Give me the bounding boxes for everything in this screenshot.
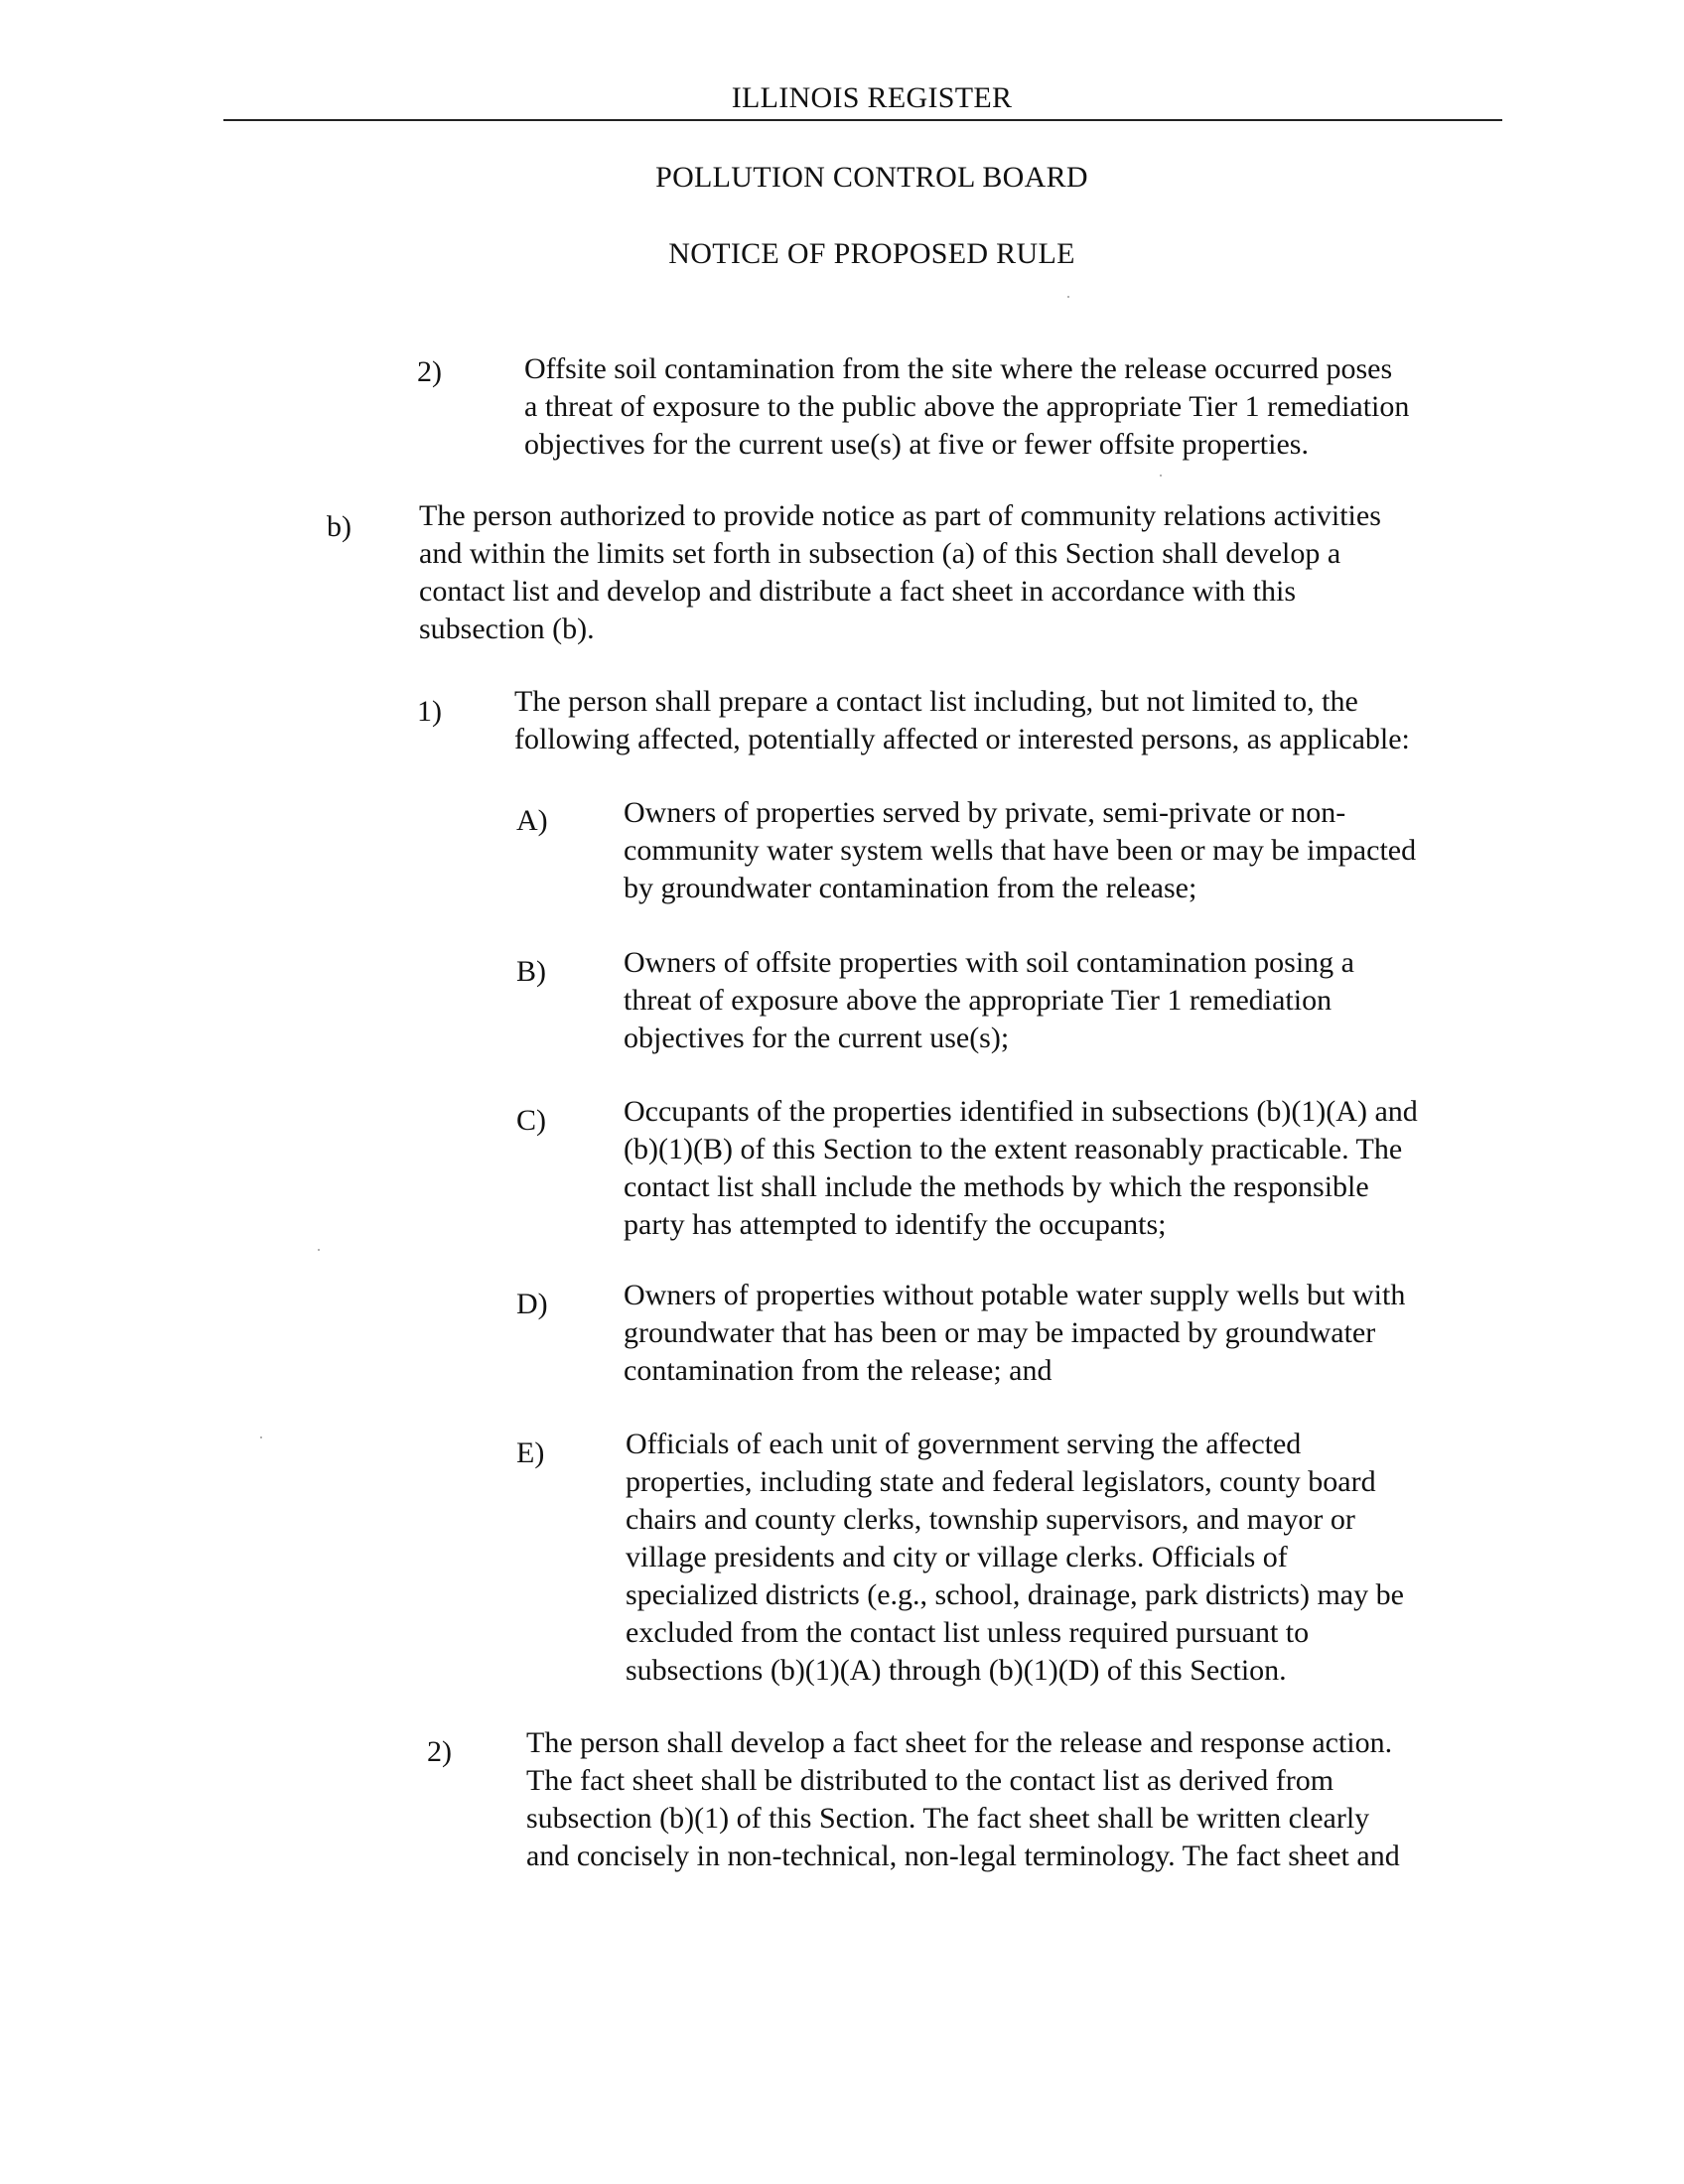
- subsection-b1C-text: Occupants of the properties identified in subsections (b)(1)(A) and (b)(1)(B) of this Section to the extent reasonably practicable. The contact list shall include the methods by which the responsible party has attempted to identify the occupants;: [624, 1095, 1418, 1241]
- subsection-b1D-text: Owners of properties without potable water supply wells but with groundwater that has been or may be impacted by groundwater contamination from the release; and: [624, 1279, 1406, 1387]
- subsection-b1D-label: D): [516, 1288, 548, 1320]
- register-title: ILLINOIS REGISTER: [731, 81, 1013, 114]
- board-title: POLLUTION CONTROL BOARD: [655, 161, 1088, 194]
- subsection-b1E-label: E): [516, 1436, 545, 1469]
- subsection-b1B-text: Owners of offsite properties with soil contamination posing a threat of exposure above the appropriate Tier 1 remediation objectives for the current use(s);: [624, 946, 1354, 1054]
- scan-speck: [1067, 296, 1069, 298]
- subsection-b1B-label: B): [516, 955, 546, 988]
- subsection-b1A-text: Owners of properties served by private, semi-private or non- community water system wells that have been or may be impacted by groundwater contamination from the release;: [624, 796, 1417, 904]
- scan-speck: [260, 1436, 262, 1438]
- subsection-b1A-label: A): [516, 804, 548, 837]
- notice-title: NOTICE OF PROPOSED RULE: [668, 237, 1075, 270]
- subsection-a2-text: Offsite soil contamination from the site where the release occurred poses a threat of exposure to the public above the appropriate Tier 1 remediation objectives for the current use(s) at five or fewer offsite properties.: [524, 352, 1410, 461]
- subsection-a2-label: 2): [417, 355, 442, 388]
- subsection-b1E-text: Officials of each unit of government serving the affected properties, including state and federal legislators, county board chairs and county clerks, township supervisors, and mayor or village presidents and city or village clerks. Officials of specialized districts (e.g., school, drainage, park districts) may be excluded from the contact list unless required pursuant to subsections (b)(1)(A) through (b)(1)(D) of this Section.: [626, 1428, 1404, 1687]
- scan-speck: [318, 1249, 320, 1251]
- subsection-b1C-label: C): [516, 1104, 546, 1137]
- header-rule: [223, 119, 1502, 121]
- subsection-b1-text: The person shall prepare a contact list including, but not limited to, the following affected, potentially affected or interested persons, as applicable:: [514, 685, 1410, 755]
- scan-speck: [1160, 475, 1162, 477]
- subsection-b2-text: The person shall develop a fact sheet for the release and response action. The fact sheet shall be distributed to the contact list as derived from subsection (b)(1) of this Section. The fact sheet shall be written clearly and concisely in non-technical, non-legal terminology. The fact sheet and: [526, 1726, 1400, 1872]
- subsection-b1-label: 1): [417, 695, 442, 728]
- subsection-b-label: b): [327, 510, 351, 543]
- subsection-b2-label: 2): [427, 1735, 452, 1768]
- subsection-b-text: The person authorized to provide notice as part of community relations activities and within the limits set forth in subsection (a) of this Section shall develop a contact list and develop and distribute a fact sheet in accordance with this subsection (b).: [419, 499, 1381, 645]
